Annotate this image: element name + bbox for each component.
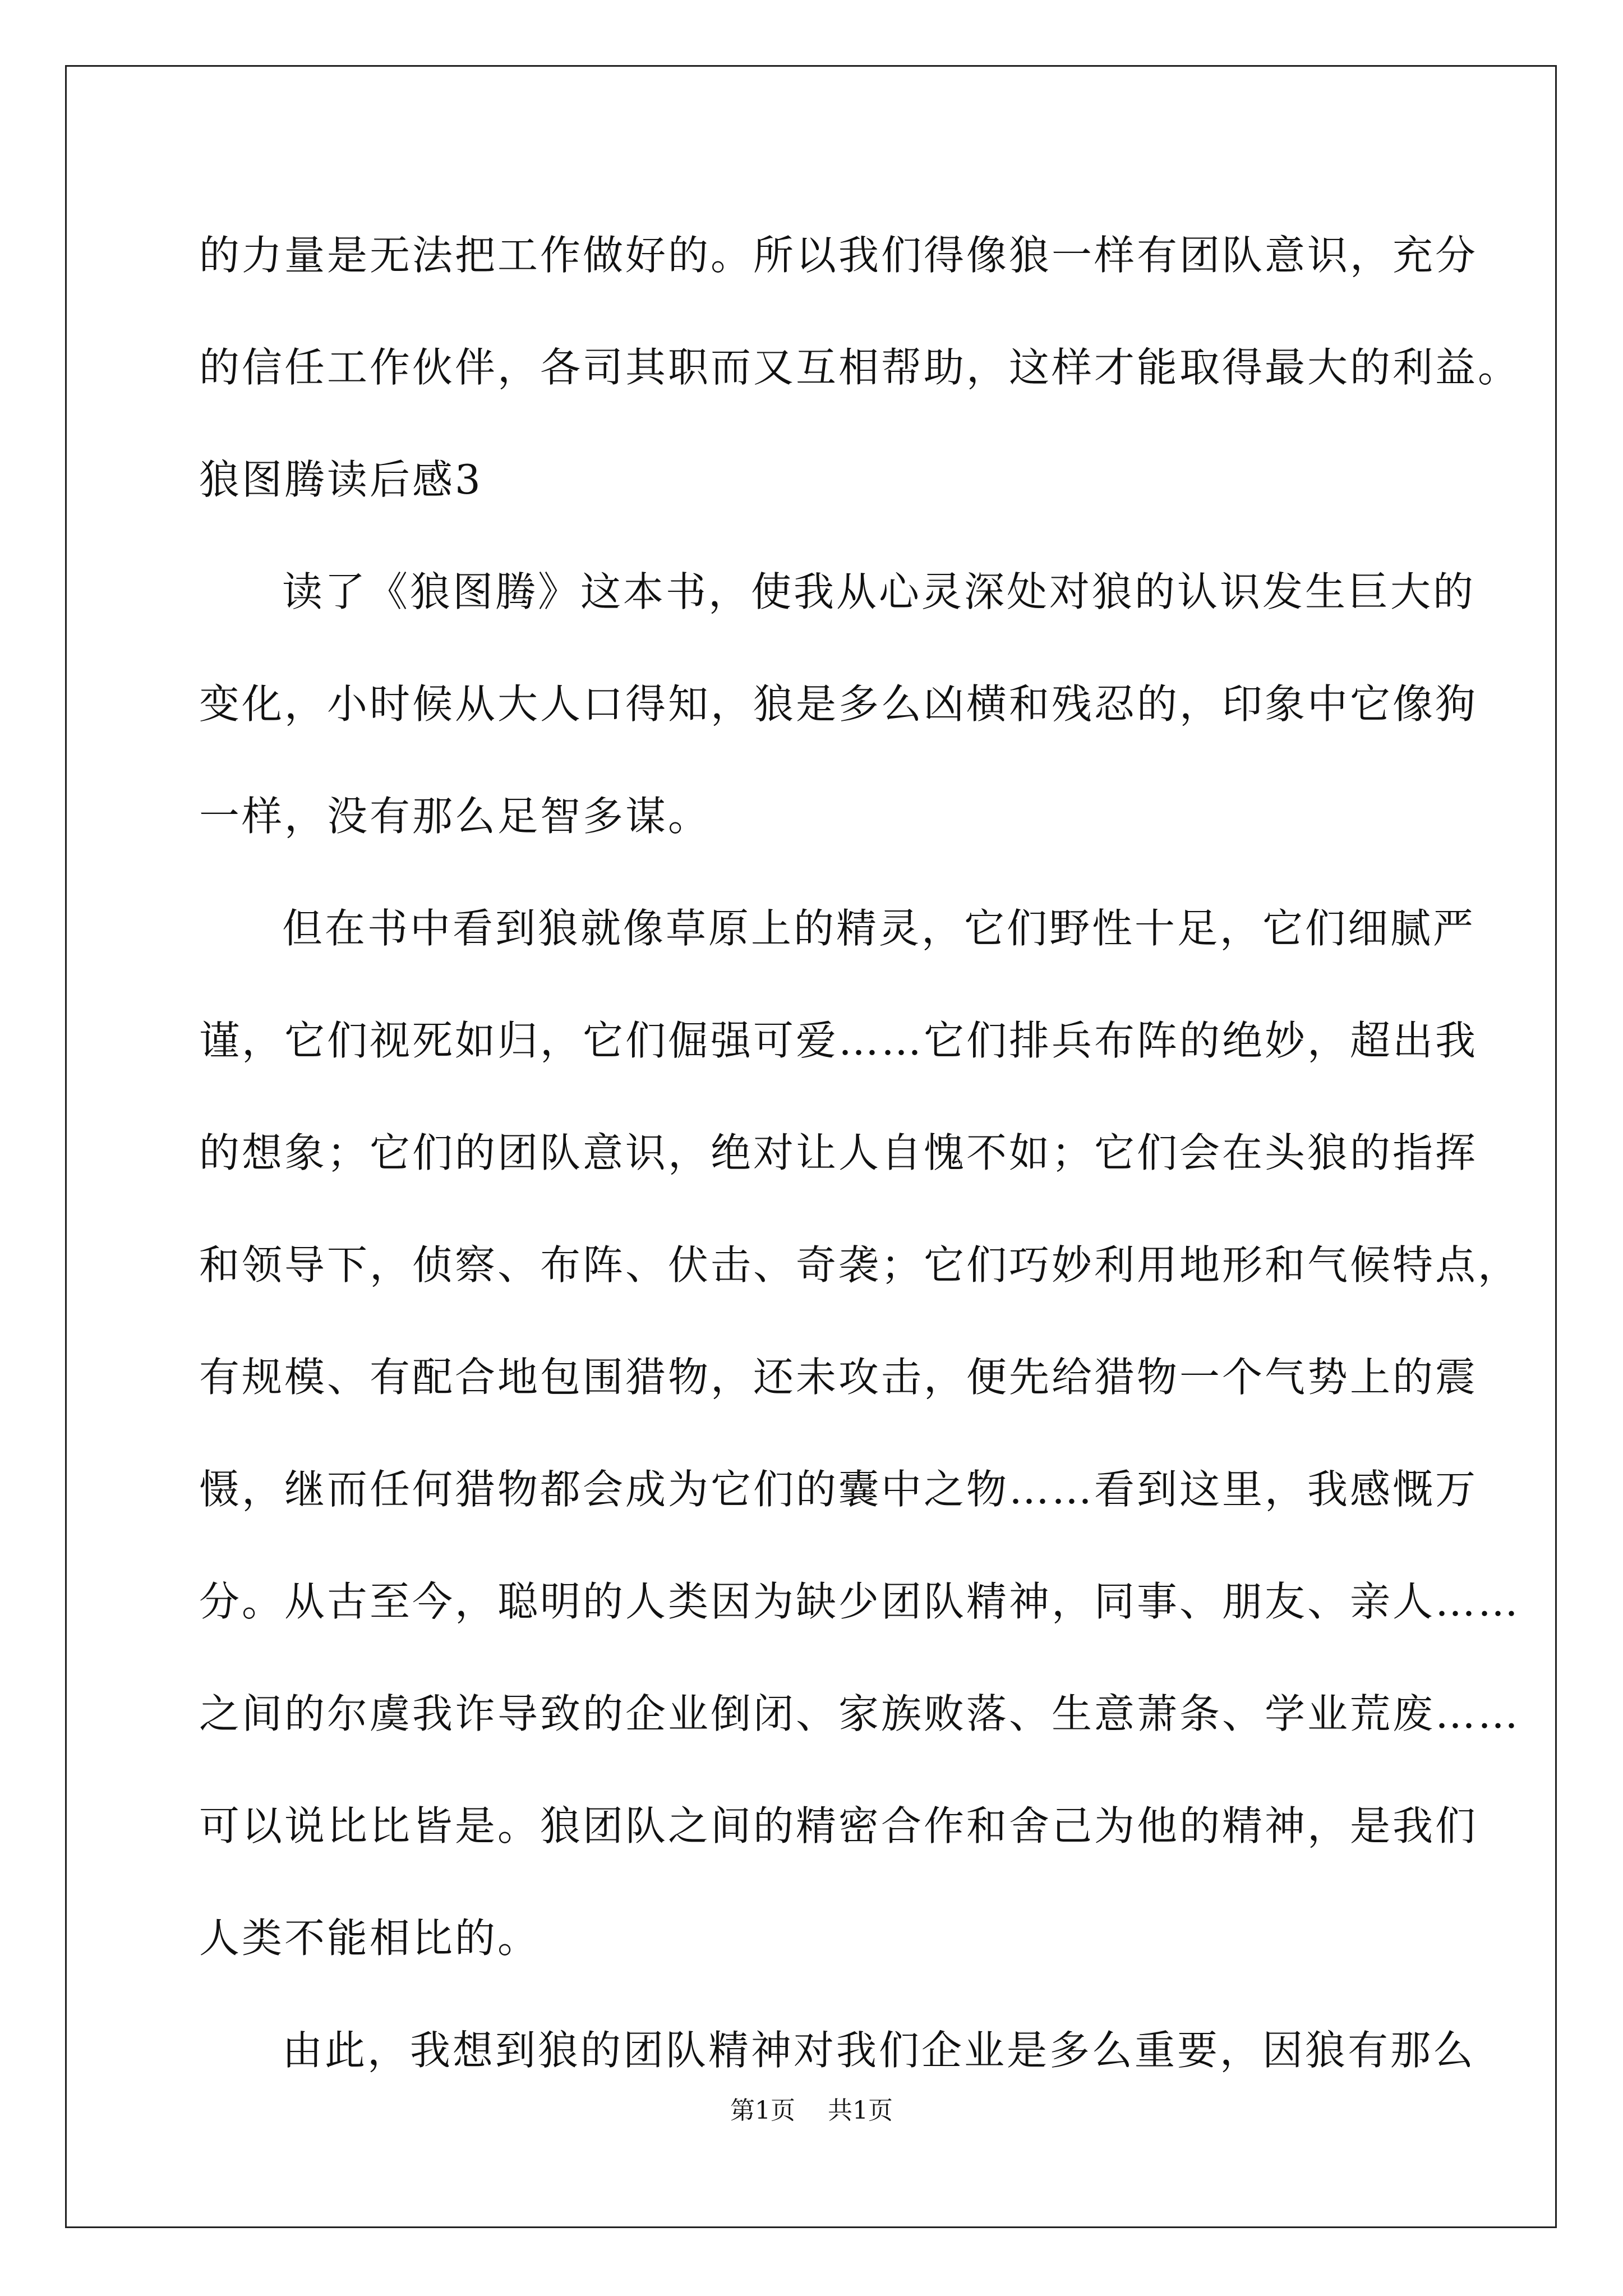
paragraph-start-line: 由此，我想到狼的团队精神对我们企业是多么重要，因狼有那么 (282, 2027, 1476, 2074)
text-line: 的信任工作伙伴，各司其职而又互相帮助，这样才能取得最大的利益。 (199, 344, 1521, 391)
text-line: 慑，继而任何猎物都会成为它们的囊中之物……看到这里，我感慨万 (199, 1466, 1478, 1513)
text-line: 一样，没有那么足智多谋。 (199, 793, 711, 840)
page-footer (0, 2090, 1623, 2126)
document-body (199, 199, 1521, 2106)
paragraph-start-line: 读了《狼图腾》这本书，使我从心灵深处对狼的认识发生巨大的 (282, 568, 1476, 615)
section-heading: 狼图腾读后感3 (199, 456, 483, 503)
text-line: 变化，小时候从大人口得知，狼是多么凶横和残忍的，印象中它像狗 (199, 680, 1478, 728)
text-line: 谨，它们视死如归，它们倔强可爱……它们排兵布阵的绝妙，超出我 (199, 1017, 1478, 1064)
text-line: 的力量是无法把工作做好的。所以我们得像狼一样有团队意识，充分 (199, 232, 1478, 279)
text-line: 可以说比比皆是。狼团队之间的精密合作和舍己为他的精神，是我们 (199, 1802, 1478, 1849)
text-line: 人类不能相比的。 (199, 1915, 541, 1962)
text-line: 之间的尔虞我诈导致的企业倒闭、家族败落、生意萧条、学业荒废…… (199, 1690, 1521, 1737)
text-line: 分。从古至今，聪明的人类因为缺少团队精神，同事、朋友、亲人…… (199, 1578, 1521, 1625)
text-line: 和领导下，侦察、布阵、伏击、奇袭；它们巧妙利用地形和气候特点， (199, 1241, 1521, 1289)
page-number-current: 第1页 (730, 2096, 795, 2125)
text-line: 的想象；它们的团队意识，绝对让人自愧不如；它们会在头狼的指挥 (199, 1129, 1478, 1176)
text-line: 有规模、有配合地包围猎物，还未攻击，便先给猎物一个气势上的震 (199, 1354, 1478, 1401)
page-number-total: 共1页 (828, 2096, 893, 2125)
paragraph-start-line: 但在书中看到狼就像草原上的精灵，它们野性十足，它们细腻严 (282, 905, 1476, 952)
